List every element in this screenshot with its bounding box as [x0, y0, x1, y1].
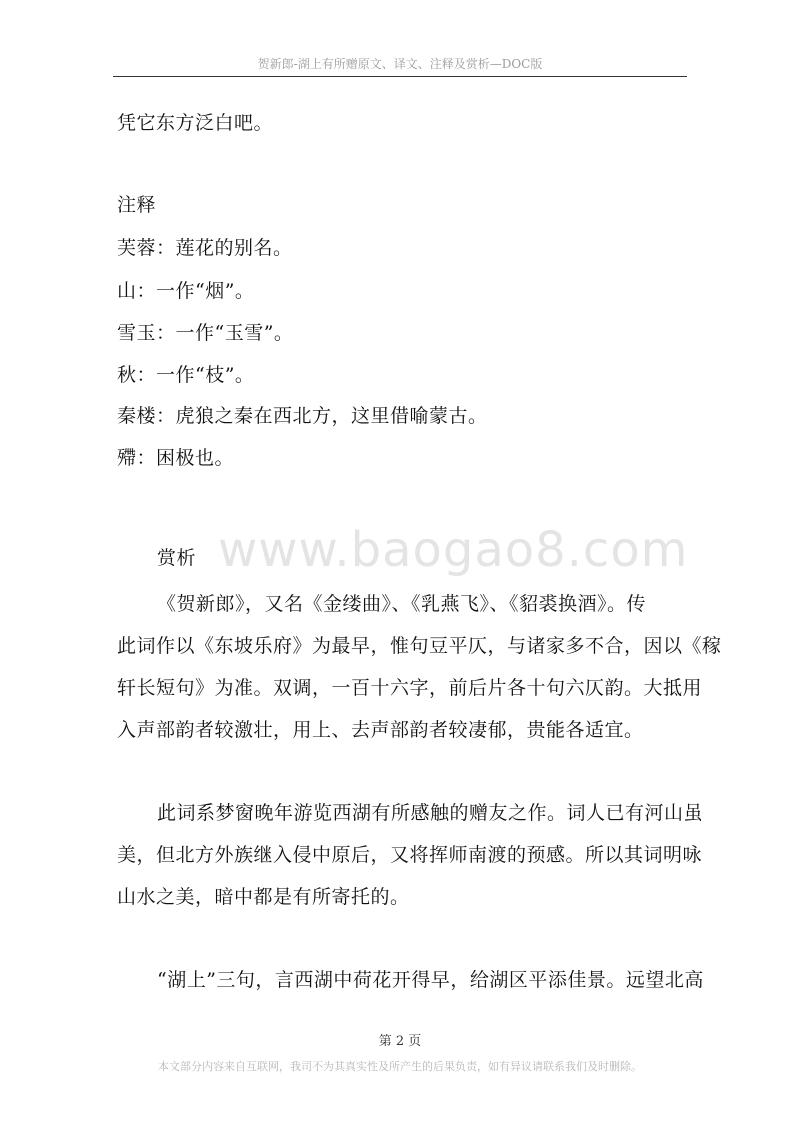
page-header-title: 贺新郎-湖上有所赠原文、译文、注释及赏析—DOC版 — [257, 57, 543, 71]
paragraph-line: 《贺新郎》，又名《金缕曲》、《乳燕飞》、《貂裘换酒》。传 — [157, 593, 647, 615]
paragraph-line: 此词作以《东坡乐府》为最早，惟句豆平仄，与诸家多不合，因以《稼 — [117, 635, 722, 657]
paragraph-line: “湖上”三句，言西湖中荷花开得早，给湖区平添佳景。远望北高 — [157, 969, 704, 991]
note-item: 秦楼：虎狼之秦在西北方，这里借喻蒙古。 — [117, 405, 488, 427]
paragraph-line: 此词系梦窗晚年游览西湖有所感触的赠友之作。词人已有河山虽 — [157, 802, 704, 824]
footer-disclaimer: 本文部分内容来自互联网，我司不为其真实性及所产生的后果负责，如有异议请联系我们及时删除。 — [158, 1060, 642, 1073]
note-item: 芙蓉：莲花的别名。 — [117, 237, 293, 259]
note-item: 山：一作“烟”。 — [117, 280, 255, 302]
paragraph-line: 轩长短句》为准。双调，一百十六字，前后片各十句六仄韵。大抵用 — [117, 677, 703, 699]
note-item: 秋：一作“枝”。 — [117, 364, 255, 386]
watermark: www.baogao8.com — [218, 522, 689, 578]
notes-heading: 注释 — [117, 194, 157, 216]
header-divider — [113, 76, 687, 77]
note-item: 雪玉：一作“玉雪”。 — [117, 322, 294, 344]
intro-line: 凭它东方泛白吧。 — [117, 112, 274, 134]
paragraph-line: 美，但北方外族继入侵中原后，又将挥师南渡的预感。所以其词明咏 — [117, 844, 703, 866]
note-item: 殢：困极也。 — [117, 447, 235, 469]
page-number: 第 2 页 — [378, 1034, 422, 1049]
paragraph-line: 入声部韵者较激壮，用上、去声部韵者较凄郁，贵能各适宜。 — [117, 719, 644, 741]
paragraph-line: 山水之美，暗中都是有所寄托的。 — [117, 886, 410, 908]
analysis-heading: 赏析 — [157, 547, 197, 569]
